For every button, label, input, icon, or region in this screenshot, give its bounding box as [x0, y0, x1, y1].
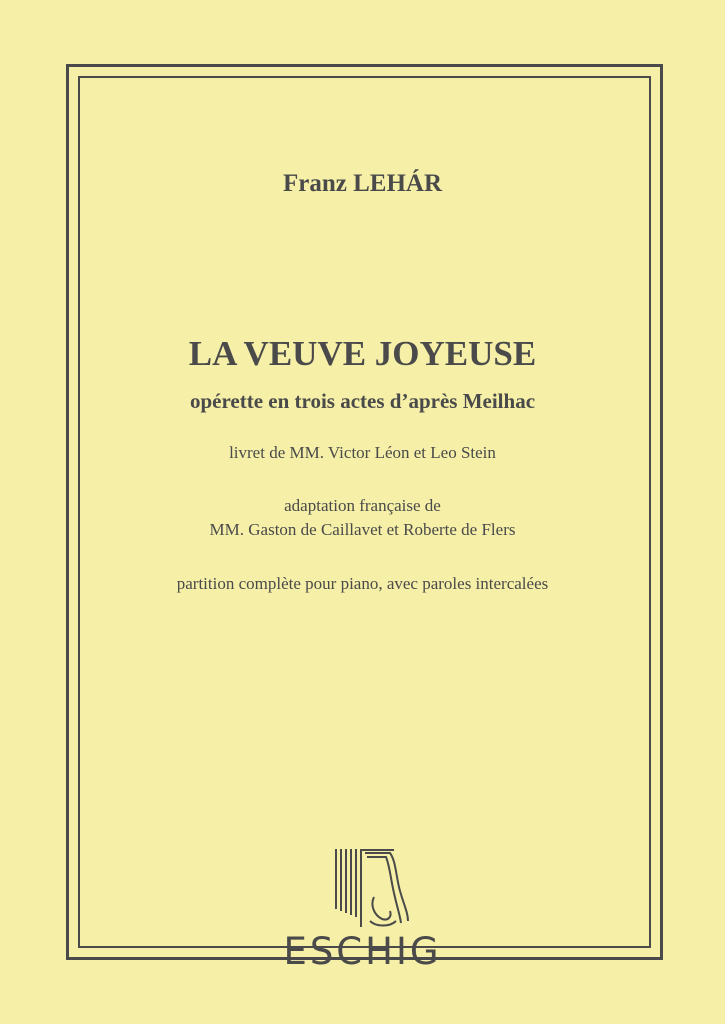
- adaptation-credit-line1: adaptation française de: [284, 496, 441, 515]
- adaptation-credit-line2: MM. Gaston de Caillavet et Roberte de Flers: [209, 520, 516, 539]
- composer-name: Franz LEHÁR: [282, 170, 443, 197]
- edition-description: partition complète pour piano, avec paroles intercalées: [176, 574, 549, 593]
- libretto-credit: livret de MM. Victor Léon et Leo Stein: [229, 443, 496, 462]
- work-subtitle: opérette en trois actes d’après Meilhac: [189, 389, 536, 413]
- eschig-logo-icon: [334, 847, 410, 929]
- work-title: LA VEUVE JOYEUSE: [188, 334, 537, 373]
- publisher-name: ESCHIG: [283, 930, 442, 973]
